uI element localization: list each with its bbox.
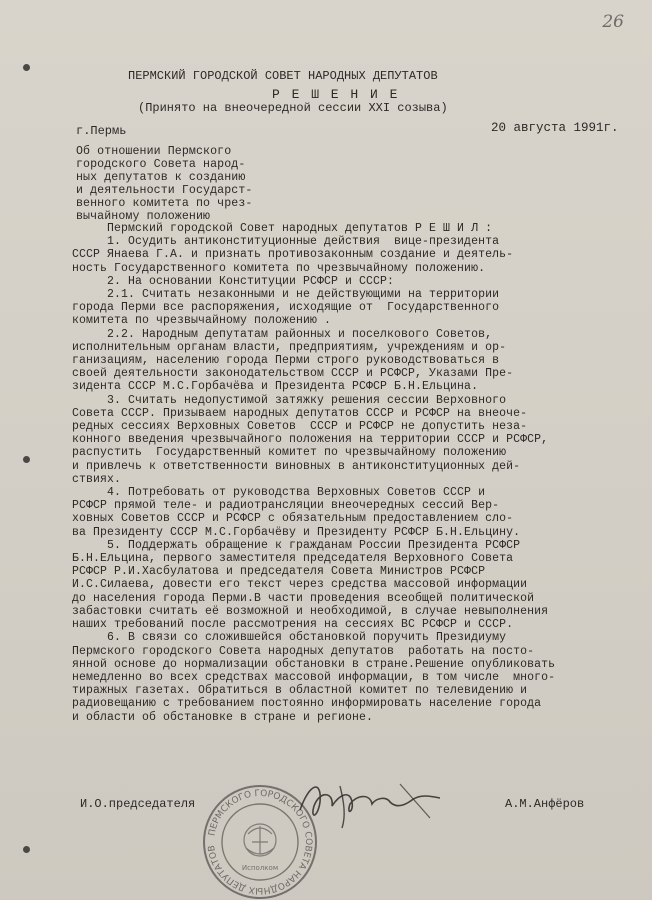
emblem-icon [244,824,276,856]
adoption-note: (Принято на внеочередной сессии ХХI созыва) [138,101,448,115]
stamp-outer-text: ПЕРМСКОГО ГОРОДСКОГО СОВЕТА НАРОДНЫХ ДЕПУТАТОВ [207,788,314,896]
signatory-role: И.О.председателя [80,797,196,811]
document-type: Р Е Ш Е Н И Е [272,87,400,102]
page-number: 26 [602,12,624,32]
signatory-name: А.М.Анфёров [505,797,585,811]
council-heading: ПЕРМСКИЙ ГОРОДСКОЙ СОВЕТ НАРОДНЫХ ДЕПУТАТОВ [128,69,438,83]
resolution-body: Пермский городской Совет народных депутатов Р Е Ш И Л : 1. Осудить антиконституционные действия вице-президента СССР Янаева Г.А. и признать противозаконным создание и деятель- ность Государственного комитета по чрезвычайному положению. 2. На основании Конституции РСФСР и СССР: 2.1. Считать незаконными и не действующими на территории города Перми все распоряжения, исходящие от Государственного комитета по чрезвычайному положению . 2.2. Народным депутатам районных и поселкового Советов, исполнительным органам власти, предприятиям, учреждениям и ор- ганизациям, населению города Перми строго руководствоваться в своей деятельности законодательством СССР и РСФСР, Указами Пре- зидента СССР М.С.Горбачёва и Президента РСФСР Б.Н.Ельцина. 3. Считать недопустимой затяжку решения сессии Верховного Совета СССР. Призываем народных депутатов СССР и РСФСР на внеоче- редных сессиях Верховных Советов СССР и РСФСР не допустить неза- конного введения чрезвычайного положения на территории СССР и РСФСР, распустить Государственный комитет по чрезвычайному положению и привлечь к ответственности виновных в антиконституционных дей- ствиях. 4. Потребовать от руководства Верховных Советов СССР и РСФСР прямой теле- и радиотрансляции внеочередных сессий Вер- ховных Советов СССР и РСФСР с обязательным предоставлением сло- ва Президенту СССР М.С.Горбачёву и Президенту РСФСР Б.Н.Ельцину. 5. Поддержать обращение к гражданам России Президента РСФСР Б.Н.Ельцина, первого заместителя председателя Верховного Совета РСФСР Р.И.Хасбулатова и председателя Совета Министров РСФСР И.С.Силаева, довести его текст через средства массовой информации до населения города Перми.В части проведения всеобщей политической забастовки считать её возможной и необходимой, в случае невыполнения наших требований после рассмотрения на сессиях ВС РСФСР и СССР. 6. В связи со сложившейся обстановкой поручить Президиуму Пермского городского Совета народных депутатов работать на посто- янной основе до нормализации обстановки в стране.Решение опубликовать немедленно во всех средствах массовой информации, в том числе много- тиражных газетах. Обратиться в областной комитет по телевидению и радиовещанию с требованием постоянно информировать население города и области об обстановке в стране и регионе. [72,222,556,724]
binding-hole [23,64,30,71]
place: г.Пермь [76,124,127,138]
date: 20 августа 1991г. [491,121,619,135]
binding-hole [23,456,30,463]
subject-block: Об отношении Пермского городского Совета народ- ных депутатов к созданию и деятельности Государст- венного комитета по чрез- вычайному положению [76,145,253,223]
stamp-inner-text: Исполком [241,864,279,872]
handwritten-signature [280,772,480,832]
binding-hole [23,846,30,853]
